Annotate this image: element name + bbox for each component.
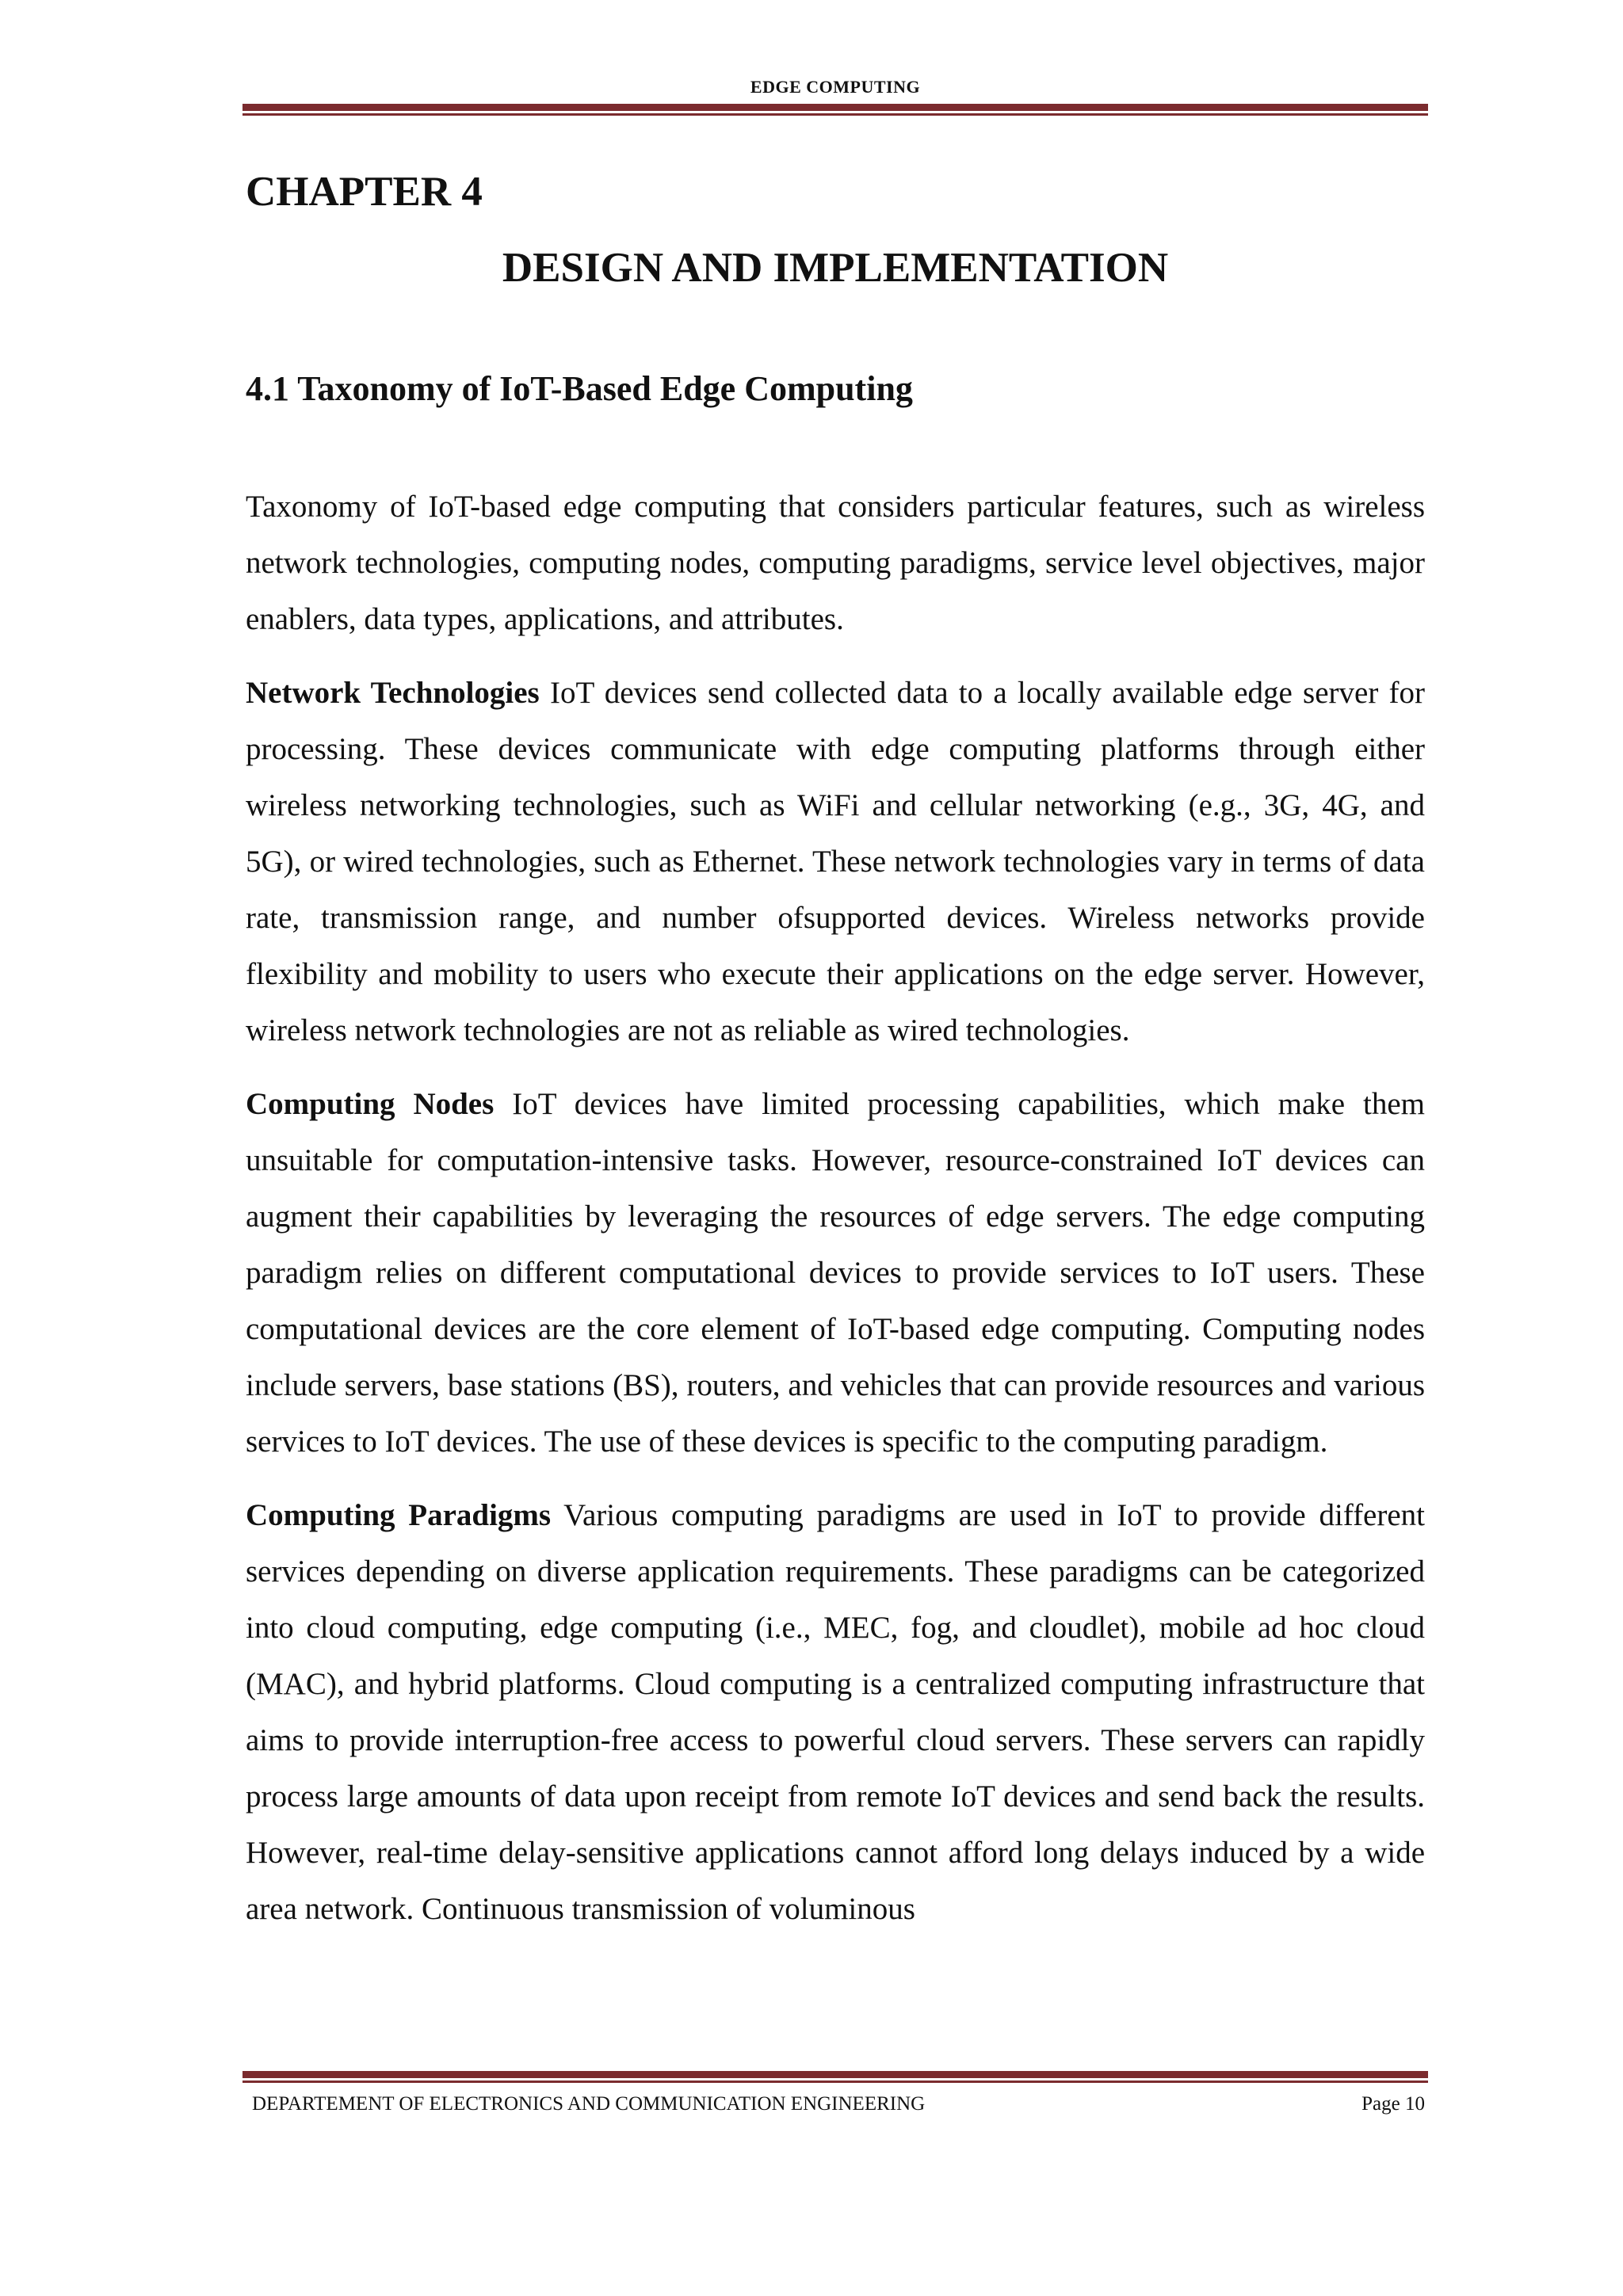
paragraph-text: IoT devices send collected data to a locally available edge server for processing. These devices communicate with edge computing platforms through either wireless networking technologies, such as WiFi and cellular networking (e.g., 3G, 4G, and 5G), or wired technologies, such as Ethernet. These network technologies vary in terms of data rate, transmission range, and number ofsupported devices. Wireless networks provide flexibility and mobility to users who execute their applications on the edge server. However, wireless network technologies are not as reliable as wired technologies. <box>246 676 1425 1047</box>
paragraph <box>246 479 1425 647</box>
chapter-label: CHAPTER 4 <box>246 169 483 215</box>
footer-rule-thick-line <box>242 2071 1428 2078</box>
body-text <box>246 479 1425 1955</box>
footer-rule-thin-line <box>242 2081 1428 2083</box>
paragraph <box>246 1487 1425 1937</box>
running-header: EDGE COMPUTING <box>750 77 921 97</box>
header-rule-thin-line <box>242 113 1428 116</box>
section-title: 4.1 Taxonomy of IoT-Based Edge Computing <box>246 369 913 408</box>
footer-page-number: Page 10 <box>1361 2093 1425 2115</box>
header-rule-thick-line <box>242 104 1428 111</box>
paragraph <box>246 665 1425 1058</box>
chapter-title: DESIGN AND IMPLEMENTATION <box>502 245 1169 291</box>
paragraph-text: Taxonomy of IoT-based edge computing that considers particular features, such as wireless network technologies, computing nodes, computing paradigms, service level objectives, major enablers, data types, applications, and attributes. <box>246 490 1425 636</box>
paragraph-lead-heading: Computing Nodes <box>246 1087 495 1121</box>
paragraph-lead-heading: Network Technologies <box>246 676 540 710</box>
footer-rule <box>242 2071 1428 2083</box>
header-rule <box>242 104 1428 116</box>
paragraph-lead-heading: Computing Paradigms <box>246 1498 552 1532</box>
running-footer <box>252 2092 1425 2117</box>
paragraph-text: IoT devices have limited processing capabilities, which make them unsuitable for computation-intensive tasks. However, resource-constrained IoT devices can augment their capabilities by leveraging the resources of edge servers. The edge computing paradigm relies on different computational devices to provide services to IoT users. These computational devices are the core element of IoT-based edge computing. Computing nodes include servers, base stations (BS), routers, and vehicles that can provide resources and various services to IoT devices. The use of these devices is specific to the computing paradigm. <box>246 1087 1425 1459</box>
paragraph <box>246 1076 1425 1470</box>
paragraph-text: Various computing paradigms are used in IoT to provide different services depending on diverse application requirements. These paradigms can be categorized into cloud computing, edge computing (i.e., MEC, fog, and cloudlet), mobile ad hoc cloud (MAC), and hybrid platforms. Cloud computing is a centralized computing infrastructure that aims to provide interruption-free access to powerful cloud servers. These servers can rapidly process large amounts of data upon receipt from remote IoT devices and send back the results. However, real-time delay-sensitive applications cannot afford long delays induced by a wide area network. Continuous transmission of voluminous <box>246 1498 1425 1926</box>
footer-department: DEPARTEMENT OF ELECTRONICS AND COMMUNICATION ENGINEERING <box>252 2093 926 2115</box>
